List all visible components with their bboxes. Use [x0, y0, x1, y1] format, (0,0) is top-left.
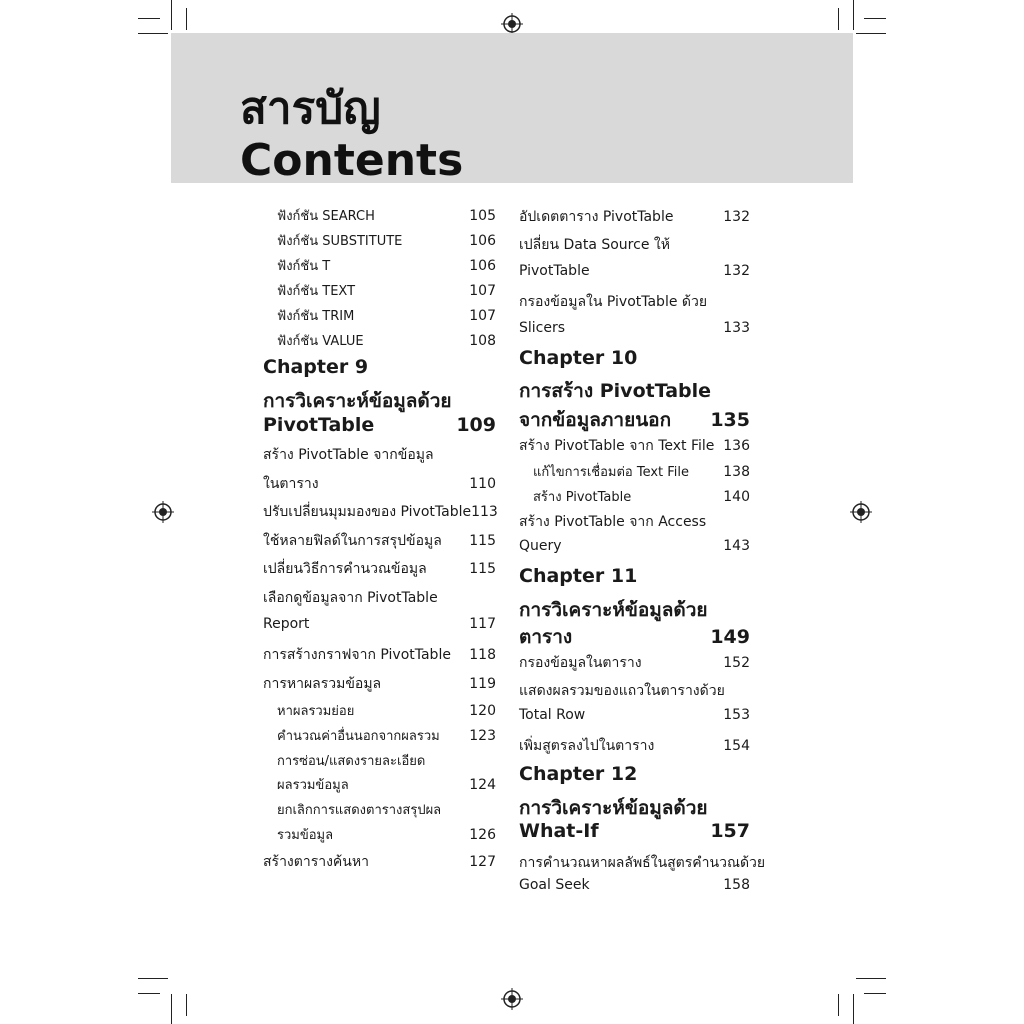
toc-entry-title: รวมข้อมูล: [277, 828, 334, 843]
toc-page-number: 143: [723, 538, 750, 554]
chapter-heading: [519, 793, 750, 823]
toc-page-number: 118: [469, 647, 496, 663]
toc-page-number: 109: [456, 414, 496, 436]
registration-mark-icon: [152, 501, 174, 523]
toc-entry-title: ปรับเปลี่ยนมุมมองของ PivotTable: [263, 504, 472, 520]
toc-entry-title: ยกเลิกการแสดงตารางสรุปผล: [277, 803, 442, 818]
toc-entry-title: เพิ่มสูตรลงไปในตาราง: [519, 738, 655, 754]
toc-entry: [277, 750, 496, 771]
toc-entry-title: ฟังก์ชัน SEARCH: [277, 209, 375, 224]
toc-page-number: 132: [723, 209, 750, 225]
toc-entry-title: Total Row: [519, 707, 586, 723]
registration-mark-icon: [501, 988, 523, 1010]
toc-page-number: 107: [469, 308, 496, 324]
chapter-heading: [519, 820, 750, 842]
toc-entry-title: หาผลรวมย่อย: [277, 704, 355, 719]
chapter-heading: [519, 376, 750, 406]
toc-entry-title: การหาผลรวมข้อมูล: [263, 676, 382, 692]
toc-entry: [263, 473, 496, 495]
toc-page-number: 108: [469, 333, 496, 349]
toc-page-number: 120: [469, 703, 496, 719]
toc-entry-title: Chapter 12: [519, 763, 638, 785]
toc-entry: [519, 538, 750, 554]
toc-page-number: 119: [469, 676, 496, 692]
registration-mark-icon: [850, 501, 872, 523]
toc-page-number: 157: [710, 820, 750, 842]
toc-page-number: 127: [469, 854, 496, 870]
chapter-heading: [263, 386, 496, 416]
toc-entry: [277, 255, 496, 276]
toc-entry-title: การคำนวณหาผลลัพธ์ในสูตรคำนวณด้วย: [519, 855, 766, 871]
toc-page-number: 124: [469, 777, 496, 793]
toc-entry: [263, 501, 496, 523]
toc-entry: [263, 530, 496, 552]
toc-entry: [519, 435, 750, 457]
toc-page-number: 106: [469, 258, 496, 274]
toc-entry: [277, 824, 496, 845]
toc-entry-title: Query: [519, 538, 562, 554]
toc-entry: [519, 206, 750, 228]
page-title-thai: สารบัญ: [240, 83, 381, 134]
toc-entry-title: ฟังก์ชัน T: [277, 259, 331, 274]
toc-entry-title: เปลี่ยน Data Source ให้: [519, 237, 670, 253]
toc-page-number: 138: [723, 464, 750, 480]
toc-page-number: 105: [469, 208, 496, 224]
toc-entry-title: Chapter 10: [519, 347, 638, 369]
toc-entry: [263, 587, 496, 609]
toc-entry-title: การสร้าง PivotTable: [519, 380, 712, 402]
toc-entry: [519, 263, 750, 279]
toc-page-number: 123: [469, 728, 496, 744]
toc-entry-title: PivotTable: [263, 414, 375, 436]
toc-entry: [519, 852, 766, 874]
toc-entry-title: กรองข้อมูลใน PivotTable ด้วย: [519, 294, 708, 310]
toc-entry: [519, 707, 750, 723]
toc-entry-title: สร้าง PivotTable จากข้อมูล: [263, 447, 434, 463]
toc-entry-title: แสดงผลรวมของแถวในตารางด้วย: [519, 683, 725, 699]
toc-page-number: 107: [469, 283, 496, 299]
toc-page-number: 133: [723, 320, 750, 336]
toc-entry: [519, 234, 750, 256]
chapter-heading: [519, 763, 750, 785]
toc-entry: [277, 280, 496, 301]
toc-entry-title: สร้าง PivotTable จาก Text File: [519, 438, 715, 454]
toc-entry-title: การวิเคราะห์ข้อมูลด้วย: [519, 797, 708, 819]
toc-entry: [519, 735, 750, 757]
toc-entry: [533, 461, 750, 482]
chapter-heading: [263, 356, 496, 378]
toc-entry-title: Chapter 9: [263, 356, 369, 378]
toc-entry: [277, 330, 496, 351]
chapter-heading: [519, 595, 750, 625]
toc-entry: [263, 644, 496, 666]
toc-entry: [277, 230, 496, 251]
toc-entry: [519, 652, 750, 674]
toc-entry: [519, 320, 750, 336]
toc-entry-title: แก้ไขการเชื่อมต่อ Text File: [533, 465, 690, 480]
toc-entry: [277, 774, 496, 795]
toc-entry-title: กรองข้อมูลในตาราง: [519, 655, 642, 671]
toc-entry-title: การวิเคราะห์ข้อมูลด้วย: [263, 390, 452, 412]
toc-entry-title: PivotTable: [519, 263, 590, 279]
toc-page-number: 153: [723, 707, 750, 723]
toc-entry: [263, 558, 496, 580]
toc-page-number: 110: [469, 476, 496, 492]
toc-entry: [277, 305, 496, 326]
registration-mark-icon: [501, 13, 523, 35]
toc-entry: [519, 680, 750, 702]
toc-entry-title: การวิเคราะห์ข้อมูลด้วย: [519, 599, 708, 621]
toc-entry-title: การซ่อน/แสดงรายละเอียด: [277, 754, 426, 769]
toc-entry: [277, 700, 496, 721]
toc-entry-title: ฟังก์ชัน SUBSTITUTE: [277, 234, 403, 249]
toc-entry-title: Report: [263, 616, 310, 632]
toc-entry-title: ฟังก์ชัน VALUE: [277, 334, 364, 349]
toc-entry-title: ตาราง: [519, 626, 573, 648]
toc-entry-title: คำนวณค่าอื่นนอกจากผลรวม: [277, 729, 440, 744]
toc-page-number: 149: [710, 626, 750, 648]
toc-entry-title: สร้าง PivotTable จาก Access: [519, 514, 707, 530]
toc-page-number: 106: [469, 233, 496, 249]
chapter-heading: [519, 565, 750, 587]
toc-entry-title: การสร้างกราฟจาก PivotTable: [263, 647, 451, 663]
toc-page-number: 126: [469, 827, 496, 843]
toc-entry-title: What-If: [519, 820, 599, 842]
toc-entry-title: สร้าง PivotTable: [533, 490, 632, 505]
chapter-heading: [519, 347, 750, 369]
toc-page-number: 154: [723, 738, 750, 754]
chapter-heading: [263, 414, 496, 436]
toc-page-number: 136: [723, 438, 750, 454]
toc-page-number: 135: [710, 409, 750, 431]
toc-page-number: 113: [471, 504, 498, 520]
toc-entry: [263, 673, 496, 695]
toc-entry-title: จากข้อมูลภายนอก: [519, 409, 672, 431]
toc-entry-title: เลือกดูข้อมูลจาก PivotTable: [263, 590, 438, 606]
toc-entry-title: ฟังก์ชัน TRIM: [277, 309, 355, 324]
toc-entry: [519, 877, 750, 893]
toc-entry: [277, 725, 496, 746]
toc-entry: [519, 291, 750, 313]
chapter-heading: [519, 622, 750, 652]
toc-entry: [277, 799, 496, 820]
toc-entry-title: Slicers: [519, 320, 566, 336]
toc-entry-title: ใช้หลายฟิลด์ในการสรุปข้อมูล: [263, 533, 442, 549]
toc-page-number: 115: [469, 533, 496, 549]
toc-page-number: 117: [469, 616, 496, 632]
toc-page-number: 152: [723, 655, 750, 671]
toc-entry: [277, 205, 496, 226]
toc-entry-title: สร้างตารางค้นหา: [263, 854, 369, 870]
toc-page-number: 132: [723, 263, 750, 279]
toc-page-number: 140: [723, 489, 750, 505]
toc-page-number: 115: [469, 561, 496, 577]
page-title-english: Contents: [240, 135, 464, 186]
toc-entry: [533, 486, 750, 507]
toc-entry-title: ผลรวมข้อมูล: [277, 778, 349, 793]
toc-entry-title: Goal Seek: [519, 877, 590, 893]
toc-entry-title: เปลี่ยนวิธีการคำนวณข้อมูล: [263, 561, 427, 577]
toc-entry-title: ฟังก์ชัน TEXT: [277, 284, 356, 299]
toc-entry: [263, 616, 496, 632]
toc-page-number: 158: [723, 877, 750, 893]
toc-entry-title: ในตาราง: [263, 476, 319, 492]
toc-entry: [519, 511, 750, 533]
toc-entry-title: อัปเดตตาราง PivotTable: [519, 209, 674, 225]
chapter-heading: [519, 405, 750, 435]
toc-entry: [263, 851, 496, 873]
toc-entry-title: Chapter 11: [519, 565, 638, 587]
toc-entry: [263, 444, 496, 466]
